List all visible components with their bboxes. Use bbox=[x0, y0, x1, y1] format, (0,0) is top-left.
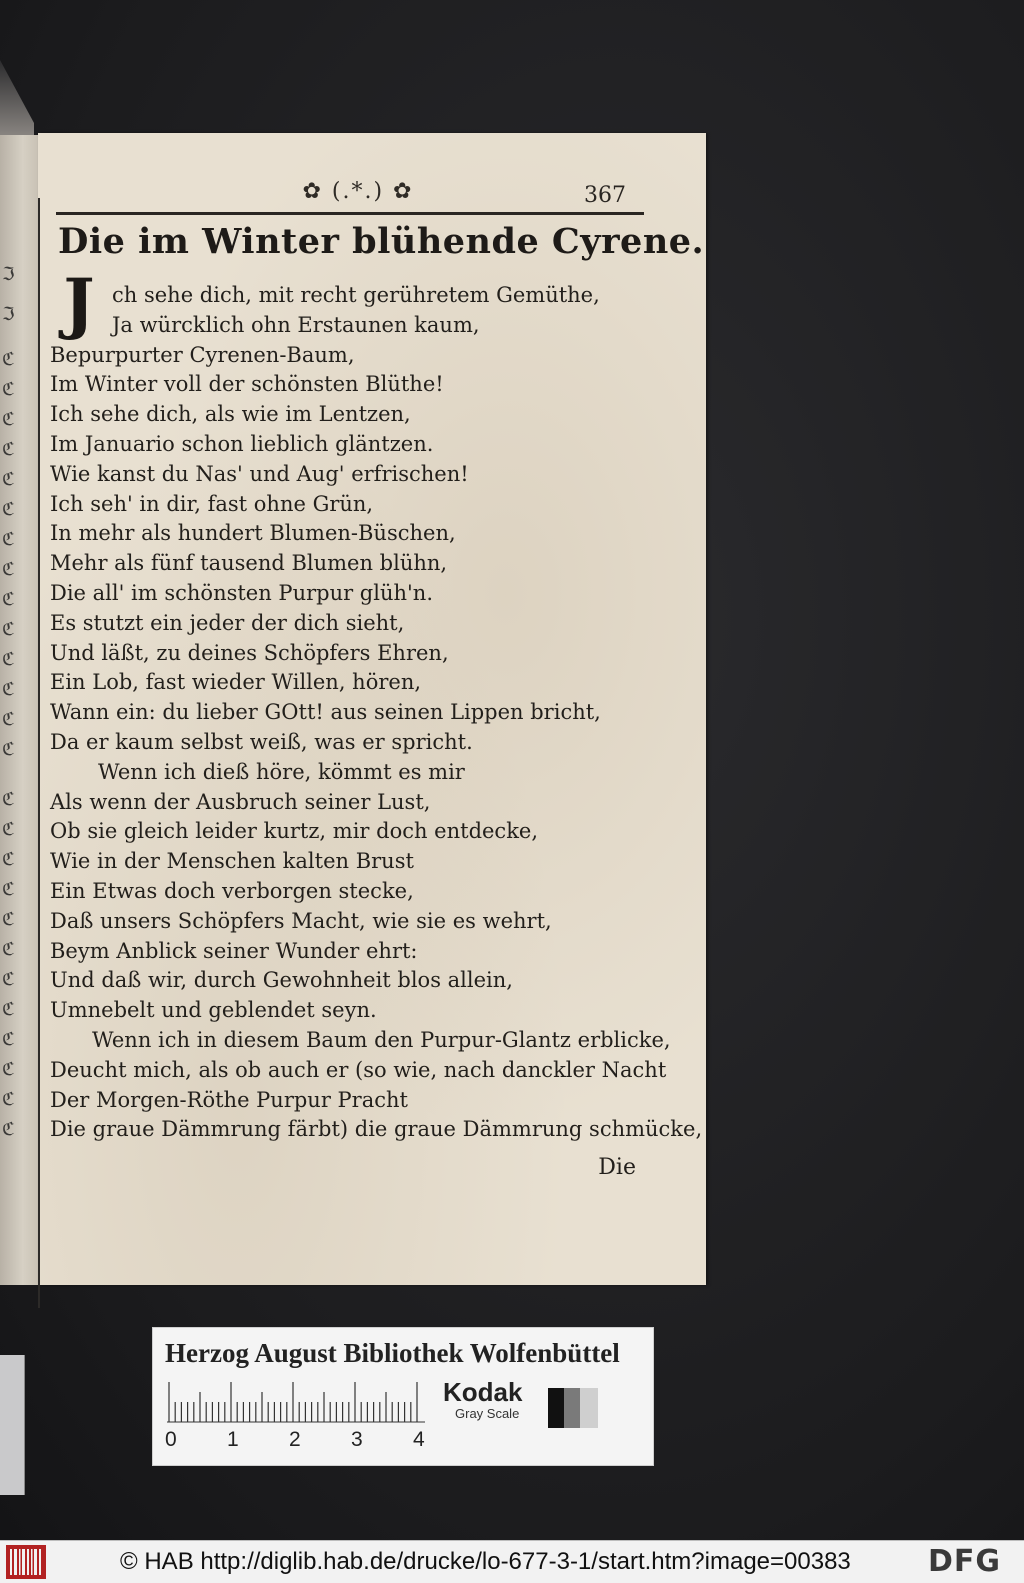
gray-step-light bbox=[580, 1388, 598, 1428]
edge-fragment: ℑ bbox=[2, 265, 15, 285]
kodak-brand: Kodak bbox=[443, 1377, 523, 1407]
poem-line: Und daß wir, durch Gewohnheit blos allein, bbox=[50, 968, 513, 993]
poem-line: In mehr als hundert Blumen-Büschen, bbox=[50, 521, 456, 546]
poem-title: Die im Winter blühende Cyrene. bbox=[58, 221, 705, 262]
catchword: Die bbox=[598, 1155, 636, 1180]
edge-fragment: ℭ bbox=[2, 1000, 15, 1020]
ruler-label: 3 bbox=[351, 1428, 363, 1451]
footer-bar bbox=[0, 1540, 1024, 1583]
poem-line: Wenn ich in diesem Baum den Purpur-Glantz erblicke, bbox=[92, 1027, 671, 1052]
edge-fragment: ℭ bbox=[2, 1120, 15, 1140]
poem-line: Daß unsers Schöpfers Macht, wie sie es wehrt, bbox=[50, 908, 552, 933]
ruler-label: 4 bbox=[413, 1428, 425, 1451]
poem-line: Und läßt, zu deines Schöpfers Ehren, bbox=[50, 640, 449, 665]
edge-fragment: ℭ bbox=[2, 380, 15, 400]
previous-page-reference-card bbox=[0, 1355, 25, 1495]
edge-fragment: ℭ bbox=[2, 820, 15, 840]
edge-fragment: ℭ bbox=[2, 350, 15, 370]
ruler-label: 1 bbox=[227, 1428, 239, 1451]
poem-line: Ich sehe dich, als wie im Lentzen, bbox=[50, 402, 411, 427]
poem-line: Umnebelt und geblendet seyn. bbox=[50, 998, 377, 1023]
edge-fragment: ℭ bbox=[2, 1090, 15, 1110]
book-page bbox=[38, 133, 706, 1285]
gray-scale-patch bbox=[548, 1388, 598, 1428]
poem-line: Ein Lob, fast wieder Willen, hören, bbox=[50, 670, 422, 695]
edge-fragment: ℭ bbox=[2, 680, 15, 700]
page-gutter-line bbox=[38, 198, 40, 1308]
poem-line: Im Januario schon lieblich gläntzen. bbox=[50, 431, 434, 456]
edge-fragment: ℭ bbox=[2, 500, 15, 520]
edge-fragment: ℭ bbox=[2, 970, 15, 990]
edge-fragment: ℭ bbox=[2, 530, 15, 550]
ruler-label: 0 bbox=[165, 1428, 177, 1451]
poem-line: Beym Anblick seiner Wunder ehrt: bbox=[50, 938, 418, 963]
edge-fragment: ℭ bbox=[2, 1060, 15, 1080]
drop-cap: J bbox=[63, 264, 95, 342]
poem-line: Ob sie gleich leider kurtz, mir doch entdecke, bbox=[50, 819, 539, 844]
edge-fragment: ℭ bbox=[2, 650, 15, 670]
library-name: Herzog August Bibliothek Wolfenbüttel bbox=[165, 1338, 620, 1368]
ruler-labels bbox=[163, 1428, 443, 1454]
running-head-ornament: ✿ (.*.) ✿ bbox=[302, 179, 414, 204]
footer-citation: © HAB http://diglib.hab.de/drucke/lo-677-3-1/start.htm?image=00383 bbox=[120, 1548, 851, 1575]
edge-fragment: ℭ bbox=[2, 1030, 15, 1050]
poem-line: Mehr als fünf tausend Blumen blühn, bbox=[50, 551, 448, 576]
poem-line: Ein Etwas doch verborgen stecke, bbox=[50, 878, 414, 903]
ruler-label: 2 bbox=[289, 1428, 301, 1451]
gray-step-mid bbox=[564, 1388, 580, 1428]
poem-line: Die graue Dämmrung färbt) die graue Dämmrung schmücke, bbox=[50, 1117, 703, 1142]
poem-line: Die all' im schönsten Purpur glüh'n. bbox=[50, 580, 433, 605]
page-number: 367 bbox=[584, 183, 626, 208]
edge-fragment: ℭ bbox=[2, 410, 15, 430]
edge-fragment: ℑ bbox=[2, 305, 15, 325]
ruler-scale bbox=[167, 1378, 427, 1426]
poem-line: Wann ein: du lieber GOtt! aus seinen Lippen bricht, bbox=[50, 700, 601, 725]
gray-step-black bbox=[548, 1388, 564, 1428]
poem-line: Im Winter voll der schönsten Blüthe! bbox=[50, 372, 444, 397]
edge-fragment: ℭ bbox=[2, 440, 15, 460]
poem-line: ch sehe dich, mit recht gerühretem Gemüthe, bbox=[112, 283, 600, 307]
edge-fragment: ℭ bbox=[2, 560, 15, 580]
poem-line: Deucht mich, als ob auch er (so wie, nach danckler Nacht bbox=[50, 1057, 667, 1082]
poem-line: Da er kaum selbst weiß, was er spricht. bbox=[50, 729, 473, 754]
poem-line: Wie in der Menschen kalten Brust bbox=[50, 849, 414, 874]
poem-line: Wenn ich dieß höre, kömmt es mir bbox=[98, 759, 465, 784]
edge-fragment: ℭ bbox=[2, 910, 15, 930]
poem-line: Ich seh' in dir, fast ohne Grün, bbox=[50, 491, 374, 516]
poem-line: Der Morgen-Röthe Purpur Pracht bbox=[50, 1087, 408, 1112]
hab-barcode-icon bbox=[6, 1545, 46, 1579]
poem-line: Es stutzt ein jeder der dich sieht, bbox=[50, 610, 405, 635]
edge-fragment: ℭ bbox=[2, 620, 15, 640]
poem-body bbox=[50, 281, 703, 1145]
edge-fragment: ℭ bbox=[2, 940, 15, 960]
dfg-logo: DFG bbox=[928, 1544, 1002, 1579]
reference-card bbox=[152, 1327, 654, 1466]
edge-fragment: ℭ bbox=[2, 710, 15, 730]
edge-fragment: ℭ bbox=[2, 590, 15, 610]
poem-line: Wie kanst du Nas' und Aug' erfrischen! bbox=[50, 461, 469, 486]
kodak-logo bbox=[443, 1378, 543, 1428]
header-rule bbox=[56, 212, 644, 215]
poem-line: Bepurpurter Cyrenen-Baum, bbox=[50, 342, 355, 367]
edge-fragment: ℭ bbox=[2, 470, 15, 490]
edge-fragment: ℭ bbox=[2, 790, 15, 810]
edge-fragment: ℭ bbox=[2, 850, 15, 870]
edge-fragment: ℭ bbox=[2, 880, 15, 900]
poem-line: Als wenn der Ausbruch seiner Lust, bbox=[50, 789, 431, 814]
poem-line: Ja würcklich ohn Erstaunen kaum, bbox=[112, 312, 480, 337]
edge-fragment: ℭ bbox=[2, 740, 15, 760]
kodak-subtitle: Gray Scale bbox=[455, 1406, 520, 1421]
previous-page-edge bbox=[0, 135, 38, 1285]
